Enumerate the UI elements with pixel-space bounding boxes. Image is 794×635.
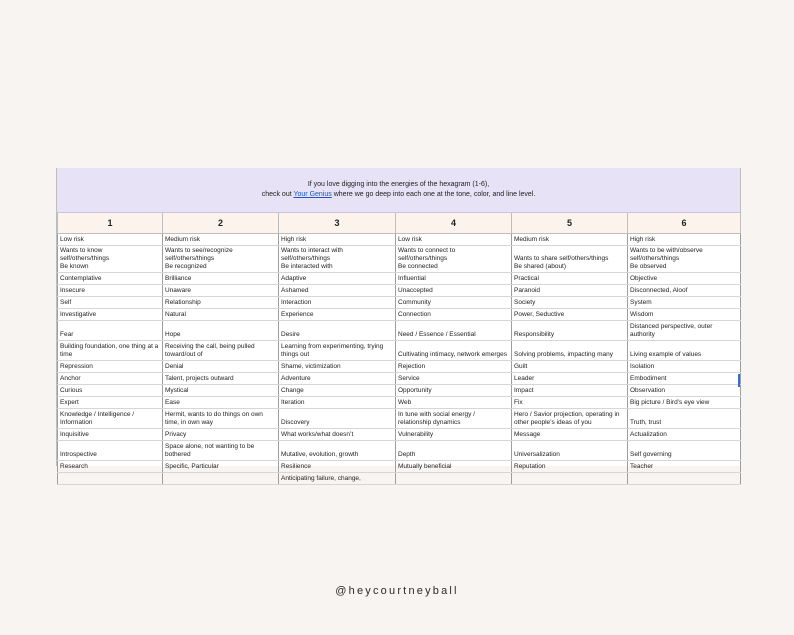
- table-cell[interactable]: Hope: [163, 321, 279, 341]
- table-cell[interactable]: Change: [279, 385, 396, 397]
- table-cell[interactable]: Impact: [512, 385, 628, 397]
- table-cell[interactable]: Hero / Savior projection, operating in other people’s ideas of you: [512, 409, 628, 429]
- table-cell[interactable]: Space alone, not wanting to be bothered: [163, 441, 279, 461]
- table-row: [58, 397, 741, 409]
- table-cell[interactable]: Web: [396, 397, 512, 409]
- header-cell[interactable]: 1: [58, 213, 163, 234]
- table-cell[interactable]: Truth, trust: [628, 409, 741, 429]
- table-row: [58, 297, 741, 309]
- table-cell[interactable]: Isolation: [628, 361, 741, 373]
- table-cell[interactable]: Mystical: [163, 385, 279, 397]
- table-cell[interactable]: Research: [58, 461, 163, 473]
- table-row: [58, 385, 741, 397]
- table-cell[interactable]: Resilience: [279, 461, 396, 473]
- table-cell[interactable]: [163, 473, 279, 485]
- table-cell[interactable]: Paranoid: [512, 285, 628, 297]
- table-cell[interactable]: Self governing: [628, 441, 741, 461]
- table-cell[interactable]: Adaptive: [279, 273, 396, 285]
- table-cell[interactable]: Introspective: [58, 441, 163, 461]
- table-cell[interactable]: In tune with social energy / relationship dynamics: [396, 409, 512, 429]
- table-cell[interactable]: Observation: [628, 385, 741, 397]
- header-cell[interactable]: 3: [279, 213, 396, 234]
- table-cell[interactable]: Disconnected, Aloof: [628, 285, 741, 297]
- table-cell[interactable]: [396, 473, 512, 485]
- table-cell[interactable]: Brilliance: [163, 273, 279, 285]
- table-cell[interactable]: Wants to connect to self/others/things Be connected: [396, 246, 512, 273]
- table-cell[interactable]: Actualization: [628, 429, 741, 441]
- table-cell[interactable]: Wants to see/recognize self/others/things Be recognized: [163, 246, 279, 273]
- table-row: [58, 473, 741, 485]
- table-cell[interactable]: Distanced perspective, outer authority: [628, 321, 741, 341]
- table-cell[interactable]: Responsibility: [512, 321, 628, 341]
- table-cell[interactable]: Inquisitive: [58, 429, 163, 441]
- table-cell[interactable]: Objective: [628, 273, 741, 285]
- table-cell[interactable]: Teacher: [628, 461, 741, 473]
- table-cell[interactable]: Specific, Particular: [163, 461, 279, 473]
- header-row: [58, 213, 741, 234]
- selection-edge-marker: [738, 374, 740, 387]
- table-cell[interactable]: Service: [396, 373, 512, 385]
- banner-line-1: If you love digging into the energies of the hexagram (1-6),: [307, 181, 490, 188]
- table-cell[interactable]: Depth: [396, 441, 512, 461]
- table-row: [58, 441, 741, 461]
- table-cell[interactable]: Insecure: [58, 285, 163, 297]
- table-cell[interactable]: Guilt: [512, 361, 628, 373]
- table-cell[interactable]: Talent, projects outward: [163, 373, 279, 385]
- table-cell[interactable]: Wisdom: [628, 309, 741, 321]
- table-cell[interactable]: Receiving the call, being pulled toward/out of: [163, 341, 279, 361]
- table-cell[interactable]: Interaction: [279, 297, 396, 309]
- table-cell[interactable]: Unaccepted: [396, 285, 512, 297]
- table-cell[interactable]: Building foundation, one thing at a time: [58, 341, 163, 361]
- table-cell[interactable]: Universalization: [512, 441, 628, 461]
- table-cell[interactable]: [628, 473, 741, 485]
- table-cell[interactable]: Mutually beneficial: [396, 461, 512, 473]
- table-row: [58, 461, 741, 473]
- your-genius-link[interactable]: Your Genius: [293, 191, 332, 198]
- table-row: [58, 429, 741, 441]
- table-cell[interactable]: Privacy: [163, 429, 279, 441]
- table-cell[interactable]: Expert: [58, 397, 163, 409]
- table-cell[interactable]: Ease: [163, 397, 279, 409]
- table-cell[interactable]: Leader: [512, 373, 628, 385]
- table-cell[interactable]: Mutative, evolution, growth: [279, 441, 396, 461]
- table-cell[interactable]: Unaware: [163, 285, 279, 297]
- table-cell[interactable]: Fear: [58, 321, 163, 341]
- table-cell[interactable]: Ashamed: [279, 285, 396, 297]
- table-cell[interactable]: Wants to share self/others/things Be shared (about): [512, 246, 628, 273]
- table-row: [58, 341, 741, 361]
- table-cell[interactable]: Natural: [163, 309, 279, 321]
- table-cell[interactable]: Medium risk: [163, 234, 279, 246]
- table-cell[interactable]: Shame, victimization: [279, 361, 396, 373]
- table-cell[interactable]: Self: [58, 297, 163, 309]
- table-row: [58, 361, 741, 373]
- table-cell[interactable]: Big picture / Bird’s eye view: [628, 397, 741, 409]
- table-cell[interactable]: Solving problems, impacting many: [512, 341, 628, 361]
- footer-handle: @heycourtneyball: [335, 585, 459, 597]
- table-cell[interactable]: Wants to be with/observe self/others/things Be observed: [628, 246, 741, 273]
- banner-text-post: where we go deep into each one at the tone, color, and line level.: [331, 191, 536, 198]
- table-cell[interactable]: High risk: [279, 234, 396, 246]
- table-cell[interactable]: High risk: [628, 234, 741, 246]
- table-cell[interactable]: Opportunity: [396, 385, 512, 397]
- table-cell[interactable]: Fix: [512, 397, 628, 409]
- banner-text-pre: check out: [261, 191, 294, 198]
- table-cell[interactable]: Contemplative: [58, 273, 163, 285]
- table-cell[interactable]: Experience: [279, 309, 396, 321]
- header-cell[interactable]: 4: [396, 213, 512, 234]
- table-cell[interactable]: Low risk: [58, 234, 163, 246]
- table-cell[interactable]: System: [628, 297, 741, 309]
- table-cell[interactable]: Knowledge / Intelligence / Information: [58, 409, 163, 429]
- table-cell[interactable]: Denial: [163, 361, 279, 373]
- table-cell[interactable]: Message: [512, 429, 628, 441]
- table-cell[interactable]: Power, Seductive: [512, 309, 628, 321]
- table-cell[interactable]: [58, 473, 163, 485]
- table-cell[interactable]: Wants to interact with self/others/things Be interacted with: [279, 246, 396, 273]
- table-cell[interactable]: [512, 473, 628, 485]
- table-cell[interactable]: Wants to know self/others/things Be known: [58, 246, 163, 273]
- table-row: [58, 409, 741, 429]
- table-cell[interactable]: Discovery: [279, 409, 396, 429]
- table-row: [58, 273, 741, 285]
- info-banner: [57, 168, 740, 213]
- table-cell[interactable]: Cultivating intimacy, network emerges: [396, 341, 512, 361]
- table-cell[interactable]: Rejection: [396, 361, 512, 373]
- table-cell[interactable]: Repression: [58, 361, 163, 373]
- hexagram-table: [57, 213, 741, 485]
- banner-line-2: [262, 190, 536, 200]
- table-row: [58, 373, 741, 385]
- table-cell[interactable]: Learning from experimenting, trying things out: [279, 341, 396, 361]
- table-cell[interactable]: Society: [512, 297, 628, 309]
- header-cell[interactable]: 6: [628, 213, 741, 234]
- table-row: [58, 321, 741, 341]
- spreadsheet: [56, 168, 741, 482]
- table-cell[interactable]: Iteration: [279, 397, 396, 409]
- table-cell[interactable]: Connection: [396, 309, 512, 321]
- table-cell[interactable]: Influential: [396, 273, 512, 285]
- header-cell[interactable]: 5: [512, 213, 628, 234]
- table-cell[interactable]: Need / Essence / Essential: [396, 321, 512, 341]
- table-cell[interactable]: Embodiment: [628, 373, 741, 385]
- table-row: [58, 285, 741, 297]
- table-cell[interactable]: Community: [396, 297, 512, 309]
- table-row: [58, 246, 741, 273]
- table-cell[interactable]: Desire: [279, 321, 396, 341]
- table-cell[interactable]: Anticipating failure, change,: [279, 473, 396, 485]
- table-cell[interactable]: Medium risk: [512, 234, 628, 246]
- table-row: [58, 309, 741, 321]
- table-cell[interactable]: Practical: [512, 273, 628, 285]
- table-row: [58, 234, 741, 246]
- table-cell[interactable]: Adventure: [279, 373, 396, 385]
- table-cell[interactable]: Relationship: [163, 297, 279, 309]
- table-cell[interactable]: Vulnerability: [396, 429, 512, 441]
- header-cell[interactable]: 2: [163, 213, 279, 234]
- table-cell[interactable]: What works/what doesn’t: [279, 429, 396, 441]
- table-cell[interactable]: Low risk: [396, 234, 512, 246]
- table-cell[interactable]: Anchor: [58, 373, 163, 385]
- table-cell[interactable]: Investigative: [58, 309, 163, 321]
- table-cell[interactable]: Living example of values: [628, 341, 741, 361]
- table-cell[interactable]: Reputation: [512, 461, 628, 473]
- table-cell[interactable]: Curious: [58, 385, 163, 397]
- table-cell[interactable]: Hermit, wants to do things on own time, in own way: [163, 409, 279, 429]
